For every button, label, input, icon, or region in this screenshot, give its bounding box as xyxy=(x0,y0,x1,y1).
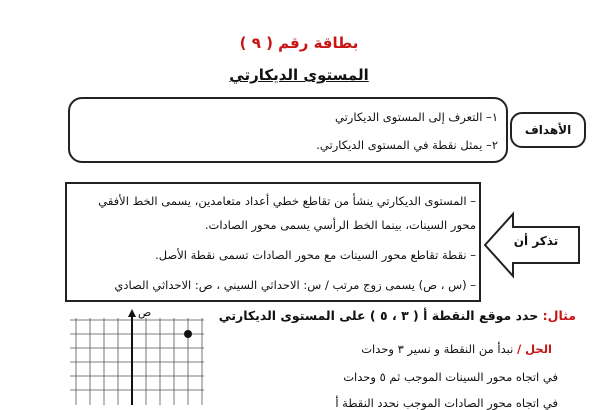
solution-line xyxy=(361,342,552,356)
example-line xyxy=(219,308,576,323)
remember-line-4: – (س ، ص) يسمى زوج مرتب / س: الاحداثي السيني ، ص: الاحداثي الصادي xyxy=(114,278,476,292)
remember-line-2: محور السينات، بينما الخط الرأسي يسمى محور الصادات. xyxy=(204,218,476,232)
solution-step-2: في اتجاه محور الصادات الموجب نحدد النقطة أ xyxy=(335,396,558,410)
document-title: المستوى الديكارتي xyxy=(229,66,369,84)
y-axis-label: ص xyxy=(138,306,152,319)
remember-line-3: – نقطة تقاطع محور السينات مع محور الصادات تسمى نقطة الأصل. xyxy=(155,248,476,262)
remember-label: تذكر أن xyxy=(513,234,559,248)
remember-line-1: – المستوى الديكارتي ينشأ من تقاطع خطي أعداد متعامدين، يسمى الخط الأفقي xyxy=(98,194,476,208)
goal-item-1: ١– التعرف إلى المستوى الديكارتي xyxy=(335,110,498,124)
example-text: حدد موقع النقطة أ ( ٣ ، ٥ ) على المستوى الديكارتي xyxy=(218,308,539,323)
example-label: مثال: xyxy=(542,308,576,323)
goals-label: الأهداف xyxy=(510,112,586,148)
y-axis-arrowhead xyxy=(128,309,136,317)
goals-box xyxy=(68,97,508,163)
card-title: بطاقة رقم ( ٩ ) xyxy=(239,34,359,52)
solution-text: نبدأ من النقطة و نسير ٣ وحدات xyxy=(361,342,514,356)
goal-item-2: ٢– يمثل نقطة في المستوى الديكارتي. xyxy=(316,138,498,152)
plotted-point xyxy=(184,330,192,338)
solution-label: الحل / xyxy=(516,342,552,356)
grid-lines xyxy=(70,318,204,405)
solution-step-1: في اتجاه محور السينات الموجب ثم ٥ وحدات xyxy=(343,370,558,384)
cartesian-grid xyxy=(68,306,208,405)
